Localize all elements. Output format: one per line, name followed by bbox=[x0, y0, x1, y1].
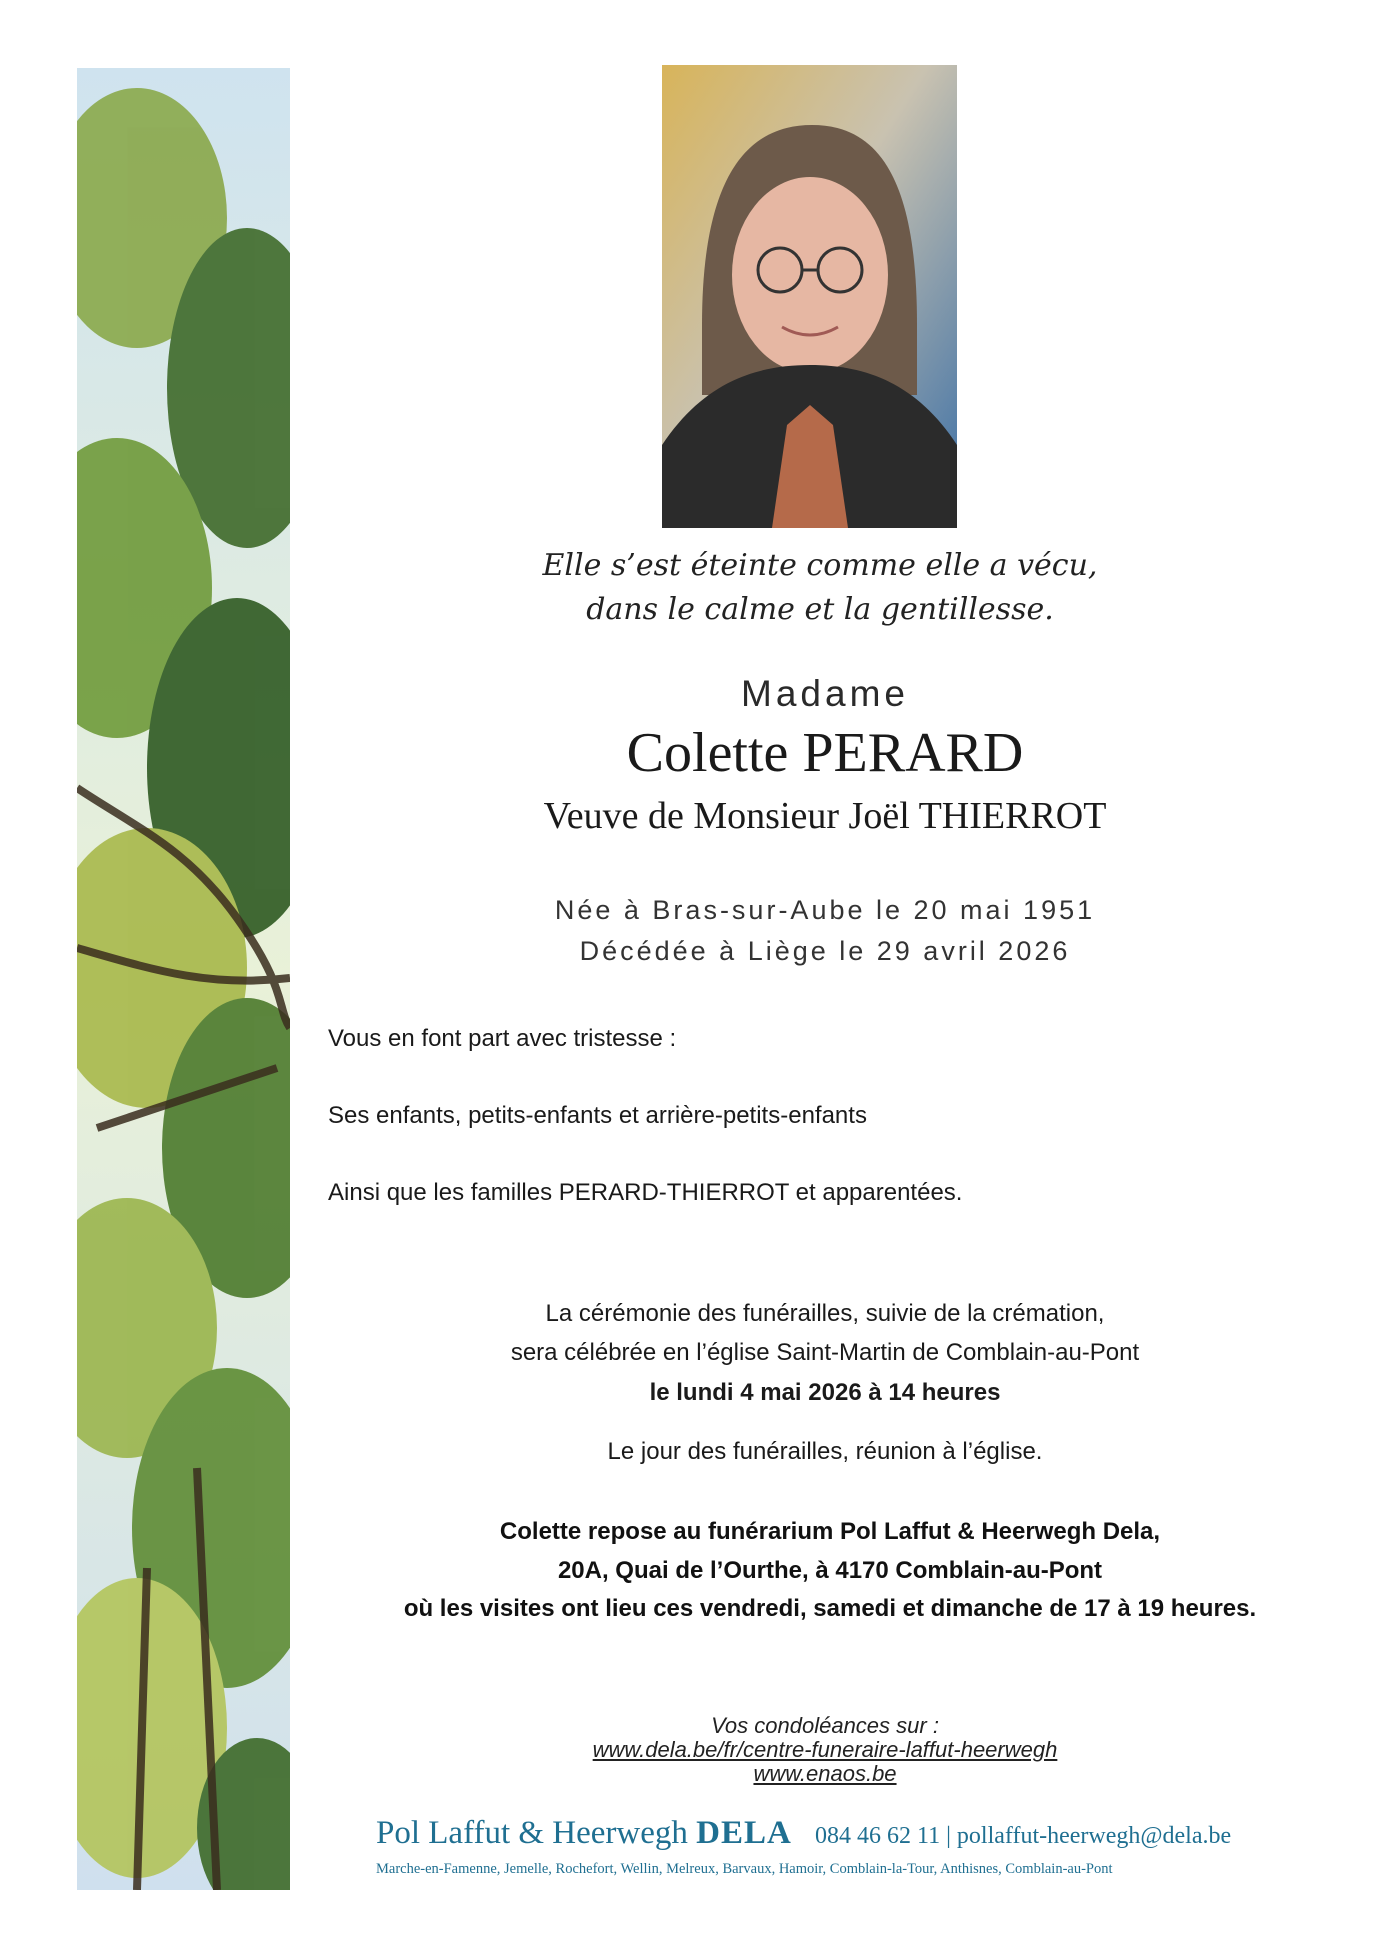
honorific: Madame bbox=[741, 673, 909, 714]
visiting-hours: où les visites ont lieu ces vendredi, samedi et dimanche de 17 à 19 heures. bbox=[403, 1595, 1257, 1622]
family-line-children: Ses enfants, petits-enfants et arrière-petits-enfants bbox=[328, 1102, 867, 1129]
family-line-relatives: Ainsi que les familles PERARD-THIERROT et apparentées. bbox=[328, 1179, 963, 1206]
ceremony-date: le lundi 4 mai 2026 à 14 heures bbox=[649, 1379, 1001, 1406]
ceremony-line-1: La cérémonie des funérailles, suivie de la crémation, bbox=[545, 1300, 1105, 1327]
forest-canopy-image bbox=[77, 68, 290, 1890]
deceased-name: Colette PERARD bbox=[626, 722, 1024, 784]
birth-info: Née à Bras-sur-Aube le 20 mai 1951 bbox=[554, 895, 1096, 925]
condolences-link-dela[interactable]: www.dela.be/fr/centre-funeraire-laffut-heerwegh bbox=[592, 1737, 1058, 1762]
branch-towns: Marche-en-Famenne, Jemelle, Rochefort, Wellin, Melreux, Barvaux, Hamoir, Comblain-la-Tour, Anthisnes, Comblain-au-Pont bbox=[376, 1861, 1113, 1877]
condolences-link-enaos[interactable]: www.enaos.be bbox=[753, 1761, 897, 1786]
condolences-label: Vos condoléances sur : bbox=[711, 1713, 939, 1738]
announcement-intro: Vous en font part avec tristesse : bbox=[328, 1025, 677, 1052]
epitaph-line-1: Elle s’est éteinte comme elle a vécu, bbox=[542, 548, 1098, 583]
funeral-home-logo bbox=[376, 1815, 792, 1852]
brand-mark: DELA bbox=[696, 1815, 792, 1851]
portrait-photo bbox=[662, 65, 957, 528]
epitaph-line-2: dans le calme et la gentillesse. bbox=[586, 592, 1054, 627]
brand-name: Pol Laffut & Heerwegh bbox=[376, 1815, 688, 1851]
ceremony-meeting: Le jour des funérailles, réunion à l’église. bbox=[607, 1438, 1043, 1465]
contact-info: 084 46 62 11 | pollaffut-heerwegh@dela.be bbox=[815, 1823, 1232, 1849]
repose-line-1: Colette repose au funérarium Pol Laffut & Heerwegh Dela, bbox=[499, 1518, 1161, 1545]
ceremony-line-2: sera célébrée en l’église Saint-Martin de Comblain-au-Pont bbox=[510, 1339, 1140, 1366]
spouse-line: Veuve de Monsieur Joël THIERROT bbox=[543, 795, 1107, 837]
death-info: Décédée à Liège le 29 avril 2026 bbox=[579, 936, 1071, 966]
repose-address: 20A, Quai de l’Ourthe, à 4170 Comblain-au-Pont bbox=[557, 1557, 1103, 1584]
